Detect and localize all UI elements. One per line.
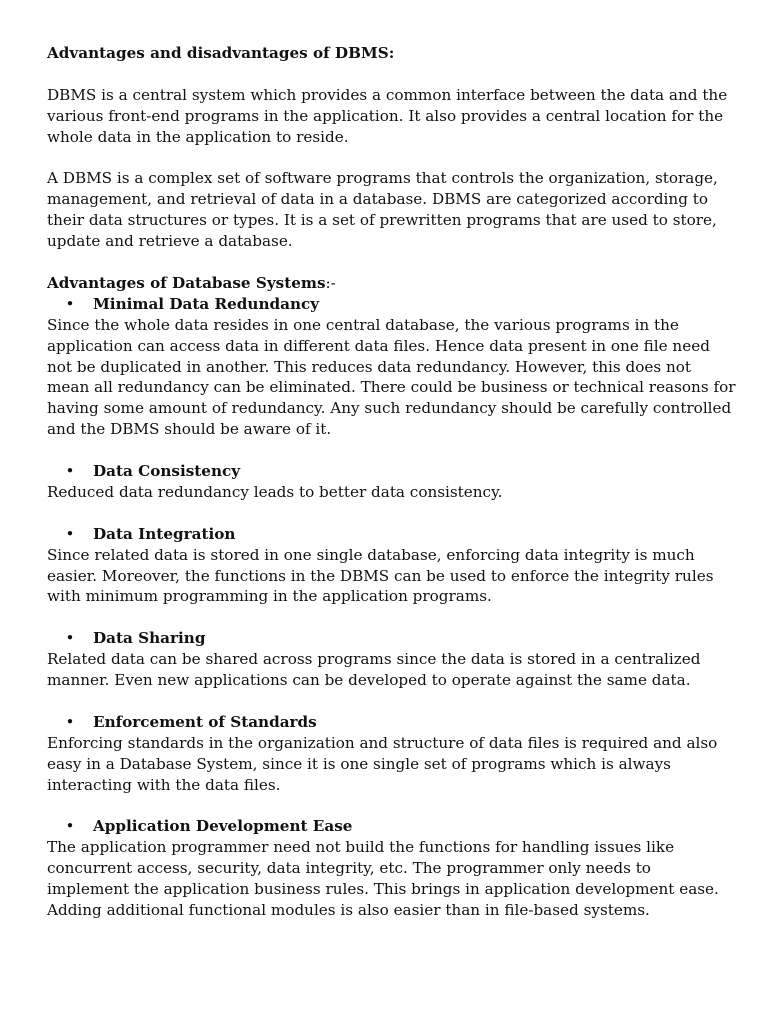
section-body-4: Related data can be shared across programs since the data is stored in a centralized manner. Even new applications can be developed to operate against the same data. [47,650,701,690]
spacer [47,440,737,461]
section-heading-6 [47,816,737,837]
bullet-icon: • [65,629,75,648]
section-title: Data Consistency [93,462,241,481]
advantages-heading-suffix: :- [325,273,336,292]
section-body-6: The application programmer need not build the functions for handling issues like concurrent access, security, data integrity, etc. The programmer only needs to implement the application business rules. This brings in application development ease. Adding additional functional modules is also easier than in file-based systems. [47,838,719,920]
advantages-heading-text: Advantages of Database Systems [47,273,326,292]
spacer [47,64,737,85]
spacer [47,691,737,712]
section-body-2: Reduced data redundancy leads to better data consistency. [47,482,503,501]
spacer [47,607,737,628]
intro-paragraph-2: A DBMS is a complex set of software programs that controls the organization, storage, management, and retrieval of data in a database. DBMS are categorized according to their data structures or types. It is a set of prewritten programs that are used to store, update and retrieve a database. [47,169,718,251]
section-heading-3 [47,524,737,545]
section-title: Minimal Data Redundancy [93,294,320,313]
document-title: Advantages and disadvantages of DBMS: [47,44,395,62]
section-title: Application Development Ease [93,817,353,836]
bullet-icon: • [65,524,75,543]
bullet-icon: • [65,817,75,836]
bullet-icon: • [65,294,75,313]
document-page [47,43,737,921]
section-heading-4 [47,628,737,649]
section-heading-5 [47,712,737,733]
intro-paragraph-1: DBMS is a central system which provides a common interface between the data and the various front-end programs in the application. It also provides a central location for the whole data in the application to reside. [47,85,728,146]
spacer [47,796,737,817]
spacer [47,148,737,169]
section-body-1: Since the whole data resides in one central database, the various programs in the application can access data in different data files. Hence data present in one file need not be duplicated in another. This reduces data redundancy. However, this does not mean all redundancy can be eliminated. There could be business or technical reasons for having some amount of redundancy. Any such redundancy should be carefully controlled and the DBMS should be aware of it. [47,315,736,439]
section-heading-2 [47,461,737,482]
section-title: Enforcement of Standards [93,712,317,731]
section-title: Data Integration [93,524,236,543]
section-body-5: Enforcing standards in the organization and structure of data files is required and also easy in a Database System, since it is one single set of programs which is always interacting with the data files. [47,733,718,794]
advantages-heading [47,273,737,294]
section-body-3: Since related data is stored in one single database, enforcing data integrity is much easier. Moreover, the functions in the DBMS can be used to enforce the integrity rules with minimum programming in the application programs. [47,545,714,606]
spacer [47,252,737,273]
spacer [47,503,737,524]
bullet-icon: • [65,712,75,731]
section-heading-1 [47,294,737,315]
bullet-icon: • [65,462,75,481]
section-title: Data Sharing [93,629,206,648]
